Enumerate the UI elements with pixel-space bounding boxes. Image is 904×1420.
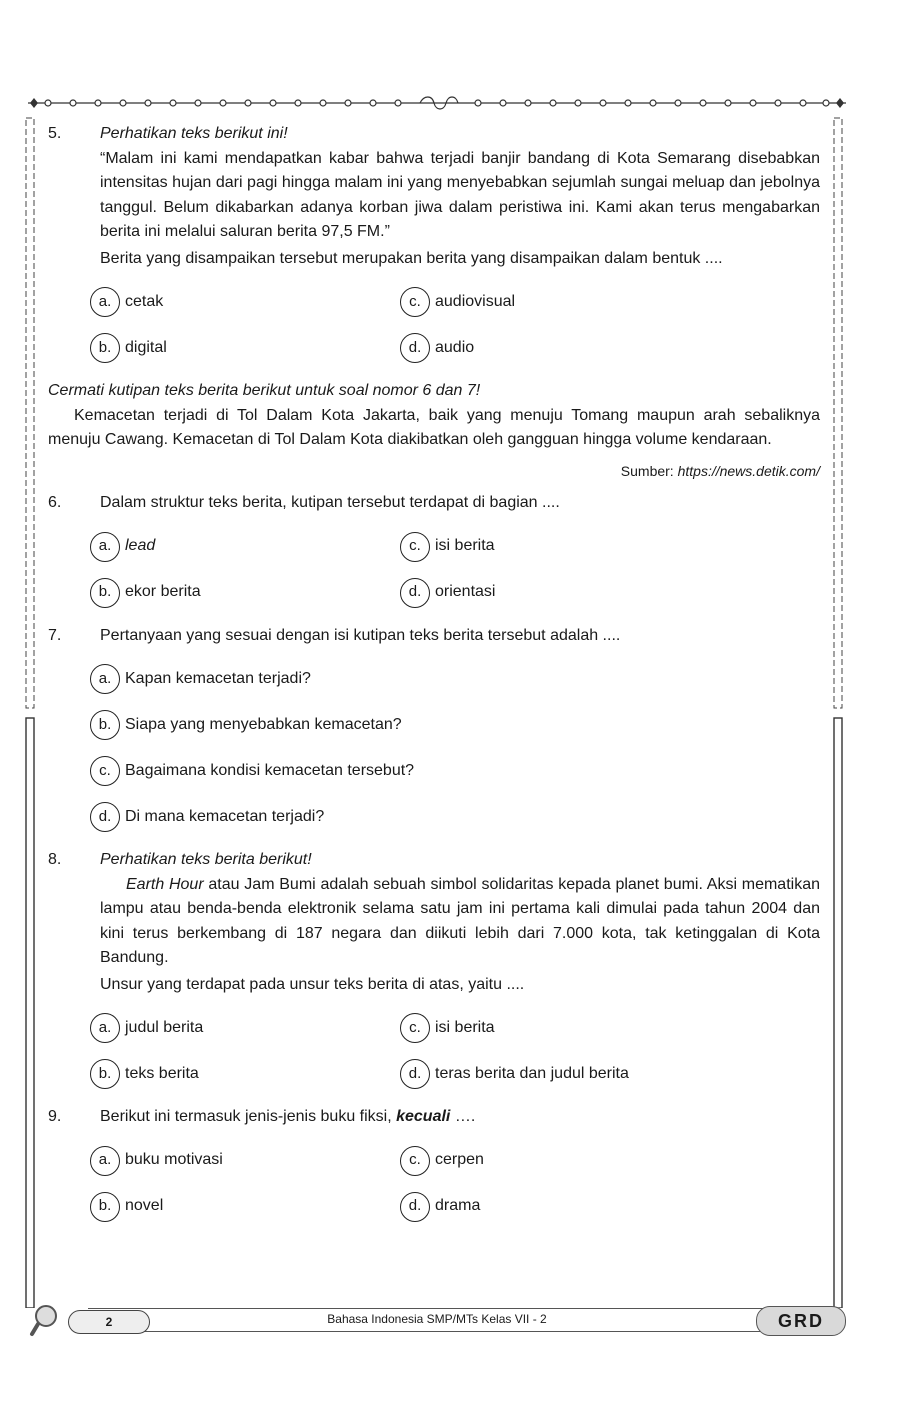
- news-text-body: atau Jam Bumi adalah sebuah simbol solidaritas kepada planet bumi. Aksi mematikan lampu atau benda-benda elektronik selama satu jam ini pertama kali dimulai pada tahun 2004 dan kini terus berkembang di 187 negara dan diikuti lebih dari 7.000 kota, tak ketinggalan di Kota Bandung.: [100, 875, 820, 966]
- option-text: Bagaimana kondisi kemacetan tersebut?: [125, 761, 415, 779]
- answer-options: [90, 1011, 820, 1091]
- top-border-ornament: [28, 95, 846, 111]
- option-a[interactable]: [90, 530, 400, 564]
- option-letter: d.: [400, 333, 430, 363]
- question-text: Dalam struktur teks berita, kutipan tersebut terdapat di bagian ....: [100, 494, 560, 511]
- option-c[interactable]: [400, 530, 710, 564]
- option-c[interactable]: [90, 754, 690, 788]
- option-text: judul berita: [125, 1018, 204, 1036]
- question-text-end: ….: [450, 1108, 476, 1125]
- option-letter: b.: [90, 1192, 120, 1222]
- book-title: Bahasa Indonesia SMP/MTs Kelas VII - 2: [327, 1312, 547, 1326]
- option-text: buku motivasi: [125, 1151, 223, 1169]
- source-citation: [48, 459, 820, 484]
- option-text: novel: [125, 1197, 164, 1215]
- option-text: audiovisual: [435, 292, 516, 310]
- news-text: [100, 873, 820, 971]
- option-text: drama: [435, 1197, 481, 1215]
- option-text: orientasi: [435, 583, 496, 601]
- answer-options: [90, 530, 820, 610]
- option-letter: c.: [400, 1013, 430, 1043]
- option-letter: d.: [400, 1192, 430, 1222]
- option-text: isi berita: [435, 1018, 495, 1036]
- question-number: 8.: [48, 851, 62, 868]
- question-number: 7.: [48, 626, 62, 644]
- option-letter: c.: [400, 532, 430, 562]
- option-c[interactable]: [400, 1011, 710, 1045]
- option-a[interactable]: [90, 662, 690, 696]
- question-9: [48, 1105, 820, 1130]
- footer-rule-bottom: [88, 1331, 778, 1332]
- option-letter: c.: [400, 287, 430, 317]
- option-letter: a.: [90, 1146, 120, 1176]
- option-b[interactable]: [90, 576, 400, 610]
- option-text: lead: [125, 537, 156, 555]
- option-b[interactable]: [90, 1190, 400, 1224]
- option-text: cetak: [125, 292, 164, 310]
- footer-rule-top: [88, 1308, 778, 1309]
- source-label: Sumber:: [620, 462, 674, 479]
- question-number: 5.: [48, 125, 62, 142]
- news-text-italic: Earth Hour: [126, 875, 204, 893]
- option-letter: b.: [90, 1059, 120, 1089]
- option-letter: a.: [90, 287, 120, 317]
- question-8: [48, 848, 820, 997]
- option-text: Siapa yang menyebabkan kemacetan?: [125, 715, 402, 733]
- option-text: teks berita: [125, 1064, 199, 1082]
- option-d[interactable]: [400, 331, 710, 365]
- page-number: 2: [68, 1310, 150, 1334]
- question-text: Pertanyaan yang sesuai dengan isi kutipan teks berita tersebut adalah ....: [100, 626, 621, 644]
- option-d[interactable]: [400, 1057, 710, 1091]
- option-d[interactable]: [90, 800, 690, 834]
- publisher-logo: [756, 1306, 846, 1336]
- option-letter: a.: [90, 1013, 120, 1043]
- answer-options: [90, 285, 820, 365]
- option-b[interactable]: [90, 1057, 400, 1091]
- question-number: 6.: [48, 494, 62, 511]
- option-letter: b.: [90, 578, 120, 608]
- option-letter: a.: [90, 532, 120, 562]
- answer-options: [90, 662, 820, 834]
- option-c[interactable]: [400, 285, 710, 319]
- left-border-ornament: [24, 108, 36, 1308]
- question-text: Unsur yang terdapat pada unsur teks berita di atas, yaitu ....: [100, 975, 525, 993]
- option-a[interactable]: [90, 1144, 400, 1178]
- option-c[interactable]: [400, 1144, 710, 1178]
- question-text-main: Berikut ini termasuk jenis-jenis buku fiksi,: [100, 1108, 397, 1125]
- option-letter: a.: [90, 664, 120, 694]
- question-content: [48, 122, 820, 1238]
- brand-text: GRD: [778, 1310, 824, 1331]
- option-letter: b.: [90, 333, 120, 363]
- right-border-ornament: [832, 108, 844, 1308]
- news-excerpt: Kemacetan terjadi di Tol Dalam Kota Jakarta, baik yang menuju Tomang maupun arah sebaliknya menuju Cawang. Kemacetan di Tol Dalam Kota diakibatkan oleh gangguan hingga volume kendaraan.: [48, 406, 820, 448]
- option-letter: b.: [90, 710, 120, 740]
- question-number: 9.: [48, 1108, 62, 1125]
- question-7: [48, 624, 820, 649]
- option-letter: c.: [90, 756, 120, 786]
- question-text: [100, 1105, 820, 1130]
- option-a[interactable]: [90, 1011, 400, 1045]
- option-text: cerpen: [435, 1151, 484, 1169]
- option-text: ekor berita: [125, 583, 201, 601]
- option-d[interactable]: [400, 576, 710, 610]
- option-b[interactable]: [90, 708, 690, 742]
- option-letter: d.: [400, 578, 430, 608]
- question-instruction: Perhatikan teks berikut ini!: [100, 125, 288, 142]
- question-emphasis: kecuali: [396, 1108, 451, 1125]
- option-letter: c.: [400, 1146, 430, 1176]
- option-text: Kapan kemacetan terjadi?: [125, 669, 311, 687]
- news-quote: “Malam ini kami mendapatkan kabar bahwa terjadi banjir bandang di Kota Semarang disebabkan intensitas hujan dari pagi hingga malam ini yang menyebabkan sejumlah sungai meluap dan jebolnya tanggul. Belum dikabarkan adanya korban jiwa dalam peristiwa ini. Kami akan terus mengabarkan berita ini melalui saluran berita 97,5 FM.”: [100, 149, 820, 240]
- question-instruction: Perhatikan teks berita berikut!: [100, 851, 312, 868]
- answer-options: [90, 1144, 820, 1224]
- option-b[interactable]: [90, 331, 400, 365]
- question-5: [48, 122, 820, 271]
- option-text: isi berita: [435, 537, 495, 555]
- option-text: audio: [435, 338, 475, 356]
- option-text: Di mana kemacetan terjadi?: [125, 807, 325, 825]
- option-d[interactable]: [400, 1190, 710, 1224]
- page-footer: [28, 1300, 846, 1340]
- option-text: teras berita dan judul berita: [435, 1064, 629, 1082]
- option-a[interactable]: [90, 285, 400, 319]
- question-6: [48, 491, 820, 516]
- option-letter: d.: [400, 1059, 430, 1089]
- question-text: Berita yang disampaikan tersebut merupakan berita yang disampaikan dalam bentuk ....: [100, 249, 723, 267]
- passage-instruction: Cermati kutipan teks berita berikut untuk soal nomor 6 dan 7!: [48, 382, 481, 399]
- source-link: https://news.detik.com/: [677, 462, 820, 479]
- option-letter: d.: [90, 802, 120, 832]
- option-text: digital: [125, 338, 167, 356]
